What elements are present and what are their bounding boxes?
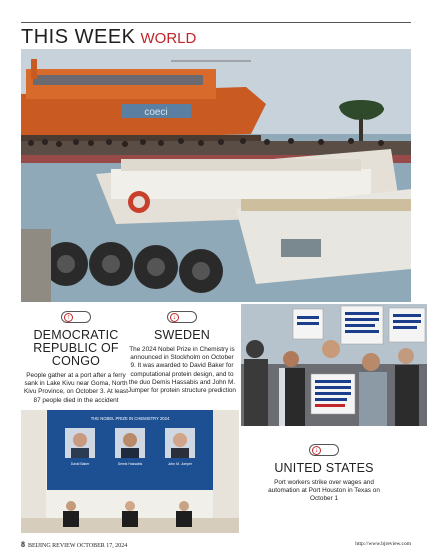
sweden-nobel-photo [21,410,239,533]
story-caption: Port workers strike over wages and automation at Port Houston in Texas on October 1 [268,479,380,503]
story-title: DEMOCRATIC REPUBLIC OF CONGO [33,328,119,368]
story-title: SWEDEN [153,328,211,342]
congo-ferry-photo [21,49,411,302]
story-sweden [127,311,237,395]
footer-publication [21,540,127,549]
story-title: UNITED STATES [274,461,374,475]
nobel-screen-title: THE NOBEL PRIZE IN CHEMISTRY 2024 [90,416,170,421]
magazine-issue: BEIJING REVIEW OCTOBER 17, 2024 [28,543,128,549]
arrow-down-icon [312,446,321,455]
arrow-down-icon [170,313,179,322]
ferry-name: coeci [144,107,168,118]
page-number: 8 [21,540,25,549]
arrow-up-icon [64,313,73,322]
story-caption: People gather at a port after a ferry sank in Lake Kivu near Goma, North Kivu Province, on October 3. At least 87 people died in the accident [23,372,129,404]
trend-indicator [61,311,91,323]
story-usa [268,444,380,504]
laureate-3: John M. Jumper [167,462,193,466]
story-congo [22,311,130,405]
trend-indicator [167,311,197,323]
section-header [21,26,196,49]
laureate-2: Demis Hassabis [117,462,143,466]
usa-strike-photo [241,304,427,426]
section-name: WORLD [140,30,197,47]
header-rule [21,22,411,23]
laureate-1: David Baker [70,462,90,466]
footer-url[interactable]: http://www.bjreview.com [355,541,411,547]
trend-indicator [309,444,339,456]
this-week-title: THIS WEEK [21,26,136,48]
story-caption: The 2024 Nobel Prize in Chemistry is announced in Stockholm on October 9. It was awarded to David Baker for computational protein design, and to the duo Demis Hassabis and John M. Jumper for protein structure prediction [128,346,236,395]
